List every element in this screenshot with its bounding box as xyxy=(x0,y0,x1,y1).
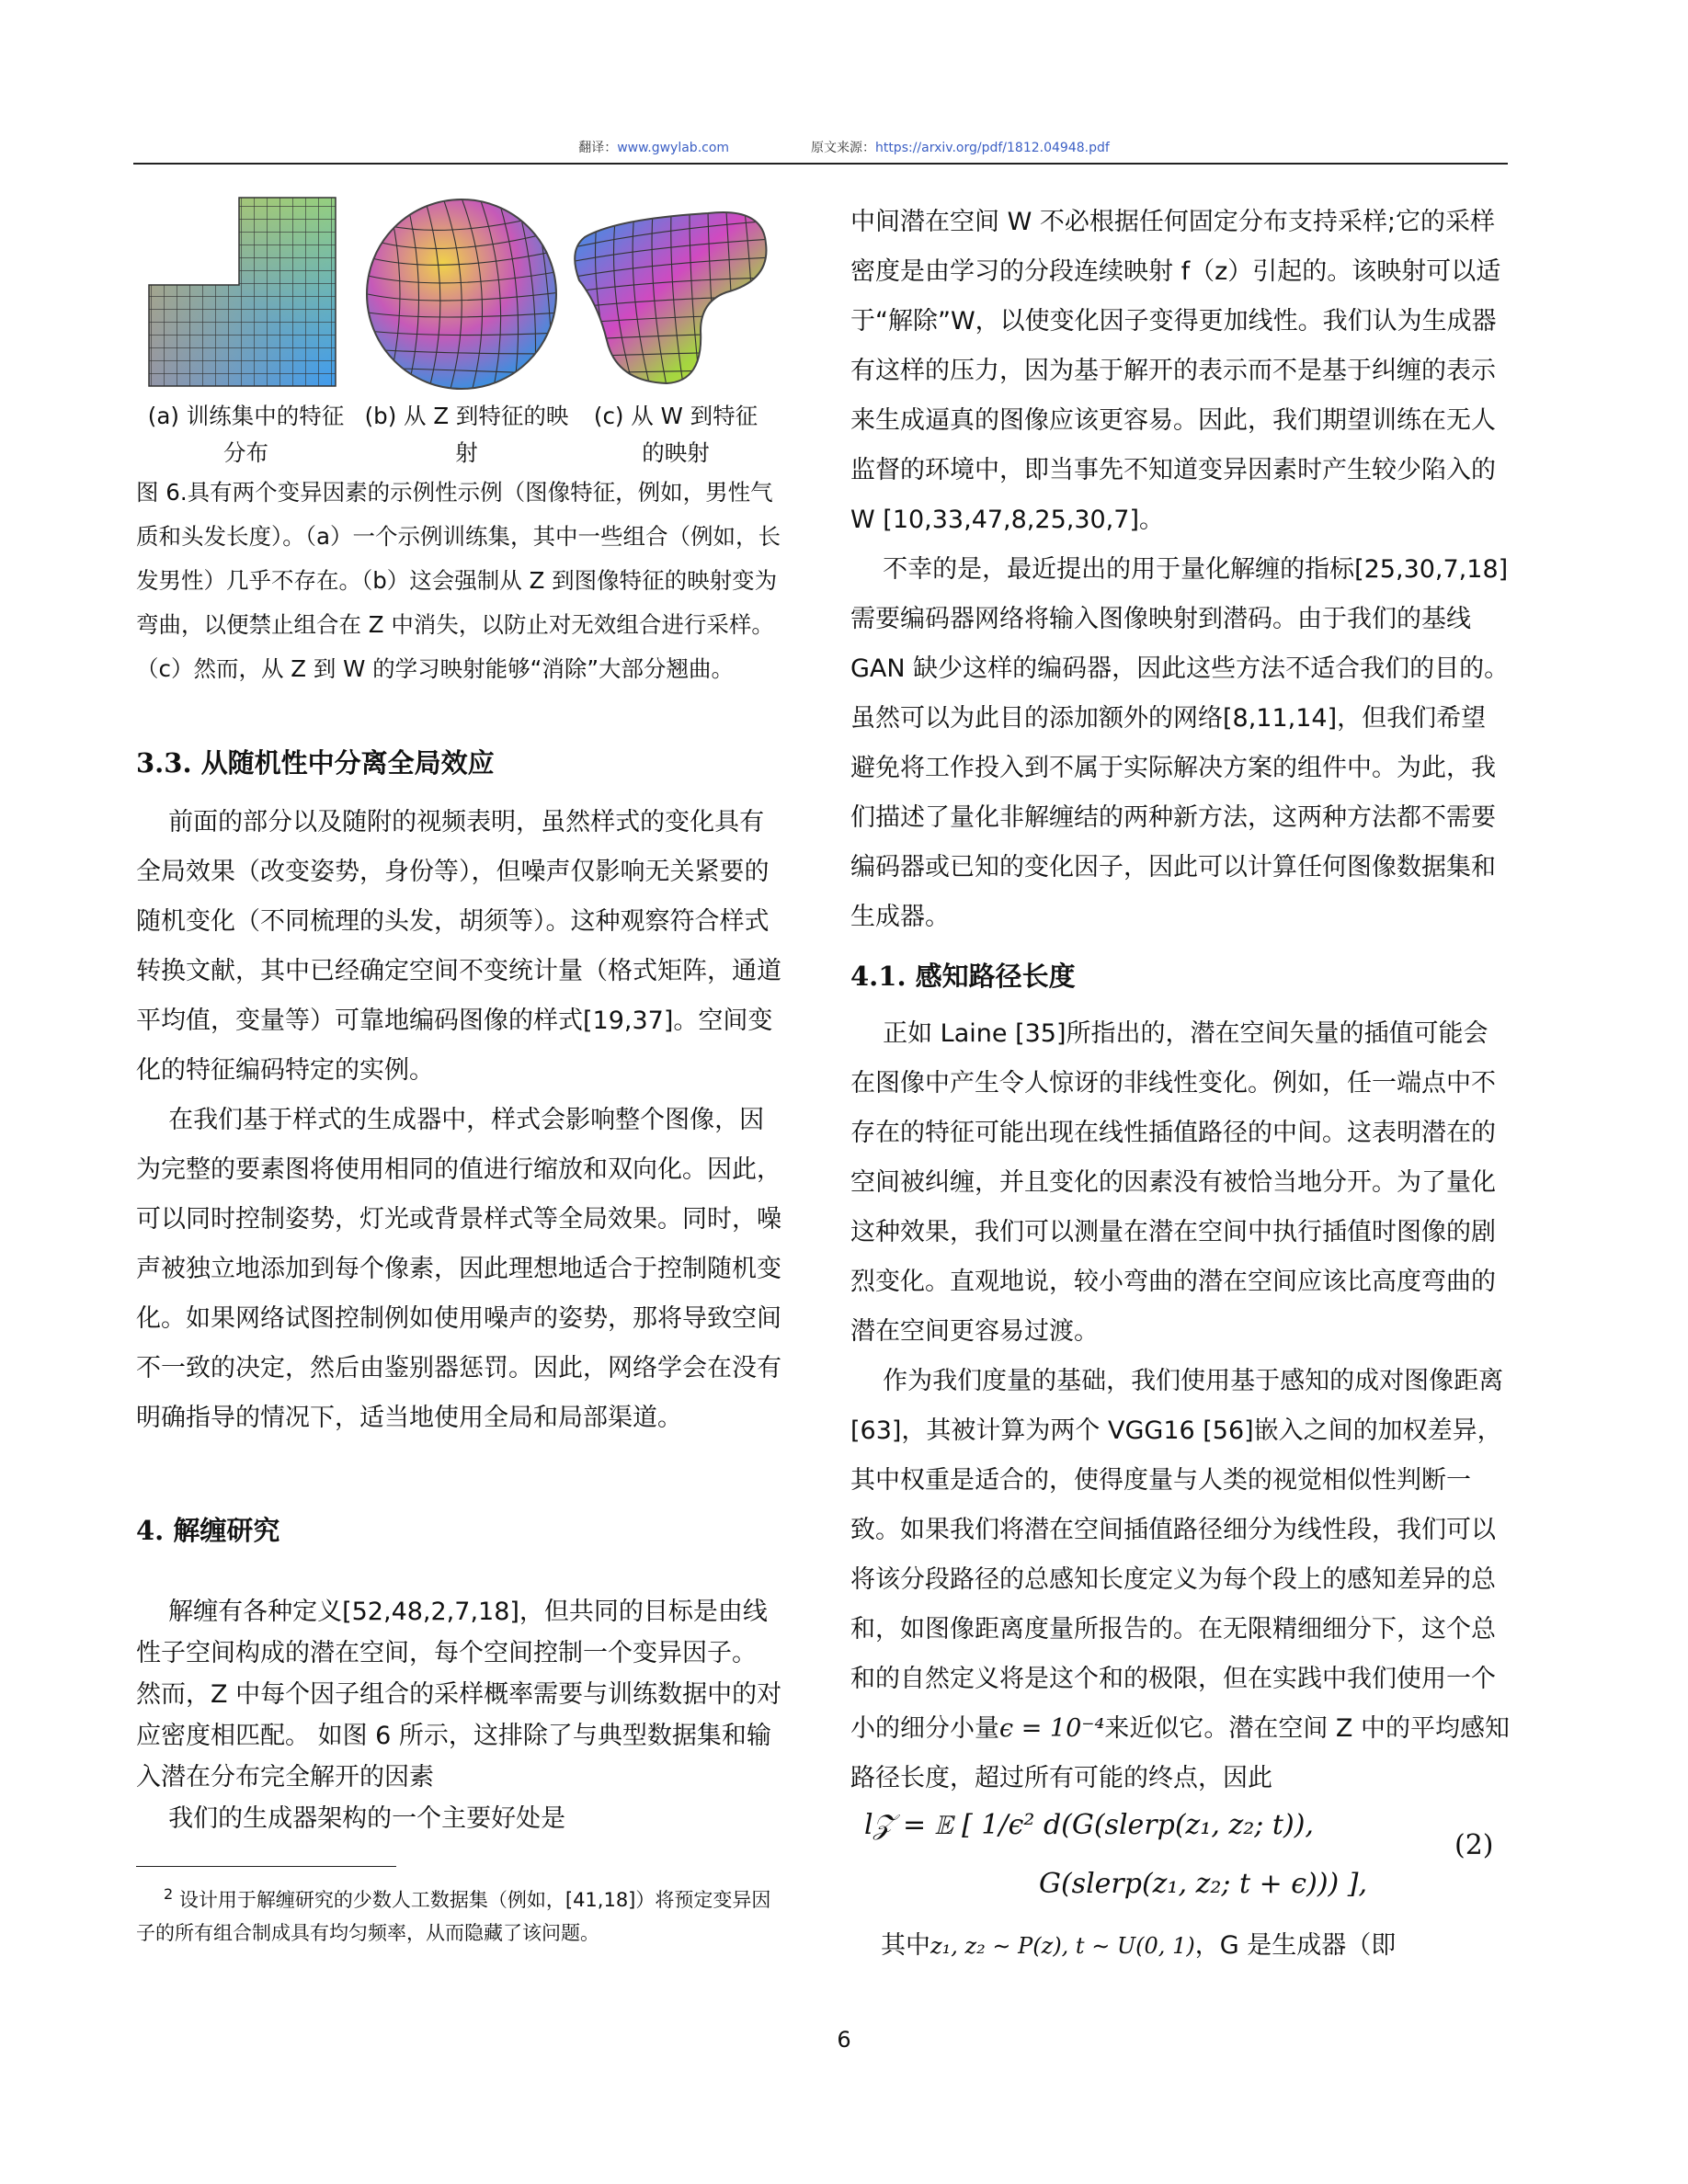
header-rule xyxy=(133,163,1508,165)
equation-line-2: G(slerp(z₁, z₂; t + ϵ))) ], xyxy=(1039,1868,1367,1900)
paragraph: 中间潜在空间 W 不必根据任何固定分布支持采样;它的采样密度是由学习的分段连续映射 f（z）引起的。该映射可以适于“解除”W，以使变化因子变得更加线性。我们认为生成器有这样的压力，因为基于解开的表示而不是基于纠缠的表示来生成逼真的图像应该更容易。因此，我们期望训练在无人监督的环境中，即当事先不知道变异因素时产生较少陷入的 W [10,33,47,8,25,30,7]。 xyxy=(850,208,1501,534)
paragraph-text: ，G 是生成器（即 xyxy=(1194,1931,1397,1960)
translate-label: 翻译： xyxy=(578,141,618,155)
paragraph: 不幸的是，最近提出的用于量化解缠的指标[25,30,7,18]需要编码器网络将输入图像映射到潜码。由于我们的基线 GAN 缺少这样的编码器，因此这些方法不适合我们的目的。虽然可以为此目的添加额外的网络[8,11,14]，但我们希望避免将工作投入到不属于实际解决方案的组件中。为此，我们描述了量化非解缠结的两种新方法，这两种方法都不需要编码器或已知的变化因子，因此可以计算任何图像数据集和生成器。 xyxy=(850,555,1510,931)
paragraph: 我们的生成器架构的一个主要好处是 xyxy=(168,1804,566,1833)
footnote-text: 设计用于解缠研究的少数人工数据集（例如，[41,18]）将预定变异因子的所有组合制成具有均匀频率，从而隐藏了该问题。 xyxy=(136,1889,771,1944)
epsilon-math: ϵ = 10⁻⁴ xyxy=(999,1714,1105,1743)
right-column-body xyxy=(850,198,1511,942)
section-4-1-body xyxy=(850,1009,1511,1803)
panel-a-training-distribution xyxy=(138,193,349,395)
paragraph xyxy=(850,1357,1511,1803)
paragraph: 解缠有各种定义[52,48,2,7,18]，但共同的目标是由线性子空间构成的潜在空间，每个空间控制一个变异因子。 然而，Z 中每个因子组合的采样概率需要与训练数据中的对应密度相匹配。 如图 6 所示，这排除了与典型数据集和输入潜在分布完全解开的因素 xyxy=(136,1598,782,1792)
subcaption-b: (b) 从 Z 到特征的映射 xyxy=(364,403,569,466)
subcaption-c: (c) 从 W 到特征的映射 xyxy=(593,403,758,466)
section-title-4: 4. 解缠研究 xyxy=(136,1515,280,1546)
equation-where-line xyxy=(881,1921,1524,1971)
section-3-3-body xyxy=(136,798,789,1443)
paragraph-text: 来近似它。潜在空间 Z 中的平均感知路径长度，超过所有可能的终点，因此 xyxy=(850,1714,1511,1792)
section-title-4-1: 4.1. 感知路径长度 xyxy=(850,961,1076,992)
figure-6-panels xyxy=(138,193,781,395)
paragraph: 前面的部分以及随附的视频表明，虽然样式的变化具有全局效果（改变姿势，身份等），但噪声仅影响无关紧要的随机变化（不同梳理的头发，胡须等）。这种观察符合样式转换文献，其中已经确定空间不变统计量（格式矩阵，通道平均值，变量等）可靠地编码图像的样式[19,37]。空间变化的特征编码特定的实例。 xyxy=(136,808,781,1085)
paragraph: 在我们基于样式的生成器中，样式会影响整个图像，因为完整的要素图将使用相同的值进行缩放和双向化。因此，可以同时控制姿势，灯光或背景样式等全局效果。同时，噪声被独立地添加到每个像素，因此理想地适合于控制随机变化。如果网络试图控制例如使用噪声的姿势，那将导致空间不一致的决定，然后由鉴别器惩罚。因此，网络学会在没有明确指导的情况下，适当地使用全局和局部渠道。 xyxy=(136,1106,781,1432)
figure-caption: 图 6.具有两个变异因素的示例性示例（图像特征，例如，男性气质和头发长度）。（a）一个示例训练集，其中一些组合（例如，长发男性）几乎不存在。（b）这会强制从 Z 到图像特征的映射变为弯曲，以便禁止组合在 Z 中消失，以防止对无效组合进行采样。（c）然而，从 Z 到 W 的学习映射能够“消除”大部分翘曲。 xyxy=(136,479,781,682)
section-title-3-3: 3.3. 从随机性中分离全局效应 xyxy=(136,747,495,779)
source-label: 原文来源： xyxy=(810,141,875,155)
equation-number: (2) xyxy=(1454,1829,1494,1861)
footnote-rule xyxy=(136,1866,396,1867)
distribution-math: z₁, z₂ ∼ P(z), t ∼ U(0, 1) xyxy=(930,1933,1195,1959)
subcaption-a: (a) 训练集中的特征分布 xyxy=(147,403,345,466)
footnote-mark: 2 xyxy=(164,1885,174,1903)
panel-b-mapping-z xyxy=(359,193,570,395)
paragraph-text: 作为我们度量的基础，我们使用基于感知的成对图像距离[63]，其被计算为两个 VGG16 [56]嵌入之间的加权差异，其中权重是适合的，使得度量与人类的视觉相似性判断一致。如果我们将潜在空间插值路径细分为线性段，我们可以将该分段路径的总感知长度定义为每个段上的感知差异的总和，如图像距离度量所报告的。在无限精细细分下，这个总和的自然定义将是这个和的极限，但在实践中我们使用一个小的细分小量 xyxy=(850,1367,1504,1743)
page-header xyxy=(0,138,1688,156)
footnote xyxy=(136,1878,789,1950)
equation-line-1: l𝒵 = 𝔼 [ 1/ϵ² d(G(slerp(z₁, z₂; t)), xyxy=(864,1809,1314,1841)
paragraph-text: 其中 xyxy=(881,1931,930,1960)
paragraph: 正如 Laine [35]所指出的，潜在空间矢量的插值可能会在图像中产生令人惊讶的非线性变化。例如，任一端点中不存在的特征可能出现在线性插值路径的中间。这表明潜在的空间被纠缠，并且变化的因素没有被恰当地分开。为了量化这种效果，我们可以测量在潜在空间中执行插值时图像的剧烈变化。直观地说，较小弯曲的潜在空间应该比高度弯曲的潜在空间更容易过渡。 xyxy=(850,1019,1496,1346)
source-link[interactable]: https://arxiv.org/pdf/1812.04948.pdf xyxy=(874,141,1110,155)
section-4-body xyxy=(136,1591,789,1839)
panel-c-mapping-w xyxy=(561,202,781,395)
page-number: 6 xyxy=(837,2027,851,2053)
translate-link[interactable]: www.gwylab.com xyxy=(617,141,730,155)
